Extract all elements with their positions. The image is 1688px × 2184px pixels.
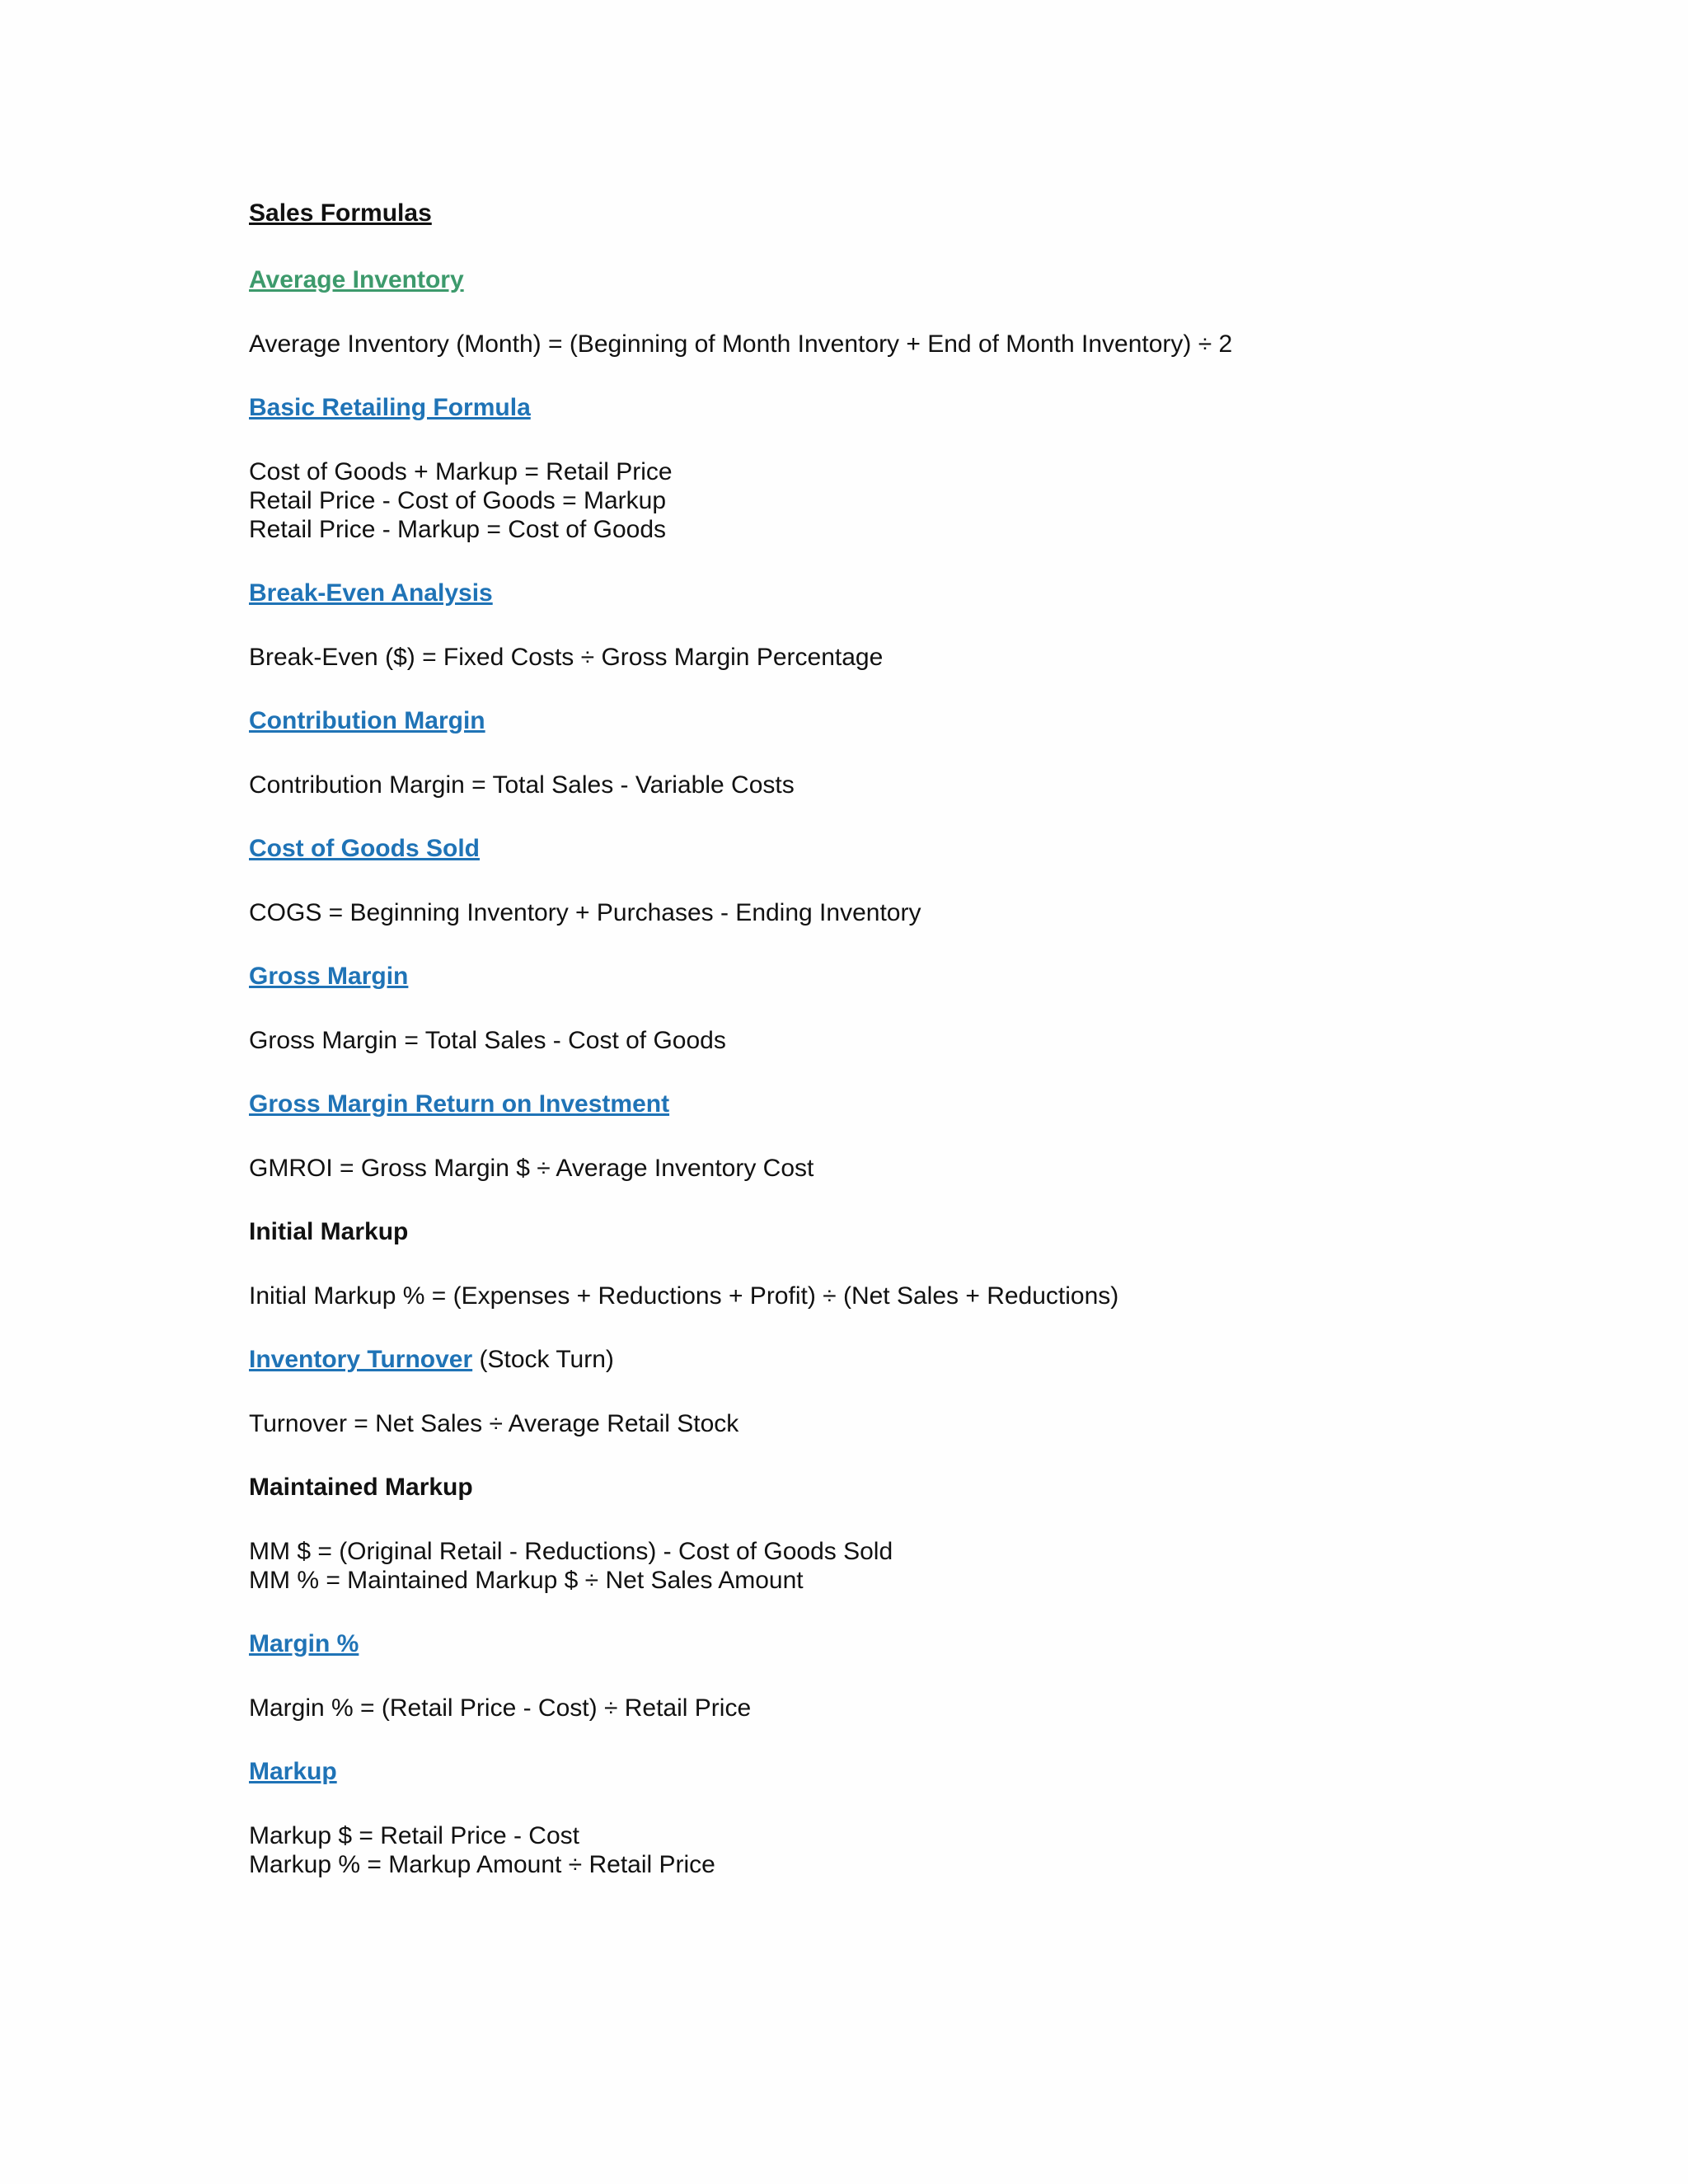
section-heading bbox=[249, 832, 1568, 866]
document-body bbox=[249, 196, 1568, 1911]
section-heading bbox=[249, 1470, 1568, 1505]
formula-line: MM % = Maintained Markup $ ÷ Net Sales Amount bbox=[249, 1567, 804, 1594]
section-maintained-markup bbox=[249, 1470, 1568, 1595]
heading-link-break-even-analysis[interactable]: Break-Even Analysis bbox=[249, 579, 493, 607]
section-initial-markup bbox=[249, 1215, 1568, 1310]
formula-line: GMROI = Gross Margin $ ÷ Average Inventory Cost bbox=[249, 1155, 814, 1182]
section-basic-retailing-formula bbox=[249, 391, 1568, 544]
heading-link-markup[interactable]: Markup bbox=[249, 1758, 337, 1785]
section-cost-of-goods-sold bbox=[249, 832, 1568, 927]
section-heading bbox=[249, 263, 1568, 298]
heading-suffix: (Stock Turn) bbox=[472, 1346, 614, 1373]
formula-line: Retail Price - Markup = Cost of Goods bbox=[249, 516, 667, 543]
section-gmroi bbox=[249, 1087, 1568, 1183]
formula-line: Markup % = Markup Amount ÷ Retail Price bbox=[249, 1851, 715, 1878]
heading-link-average-inventory[interactable]: Average Inventory bbox=[249, 266, 464, 293]
formula-line: Average Inventory (Month) = (Beginning of Month Inventory + End of Month Inventory) ÷ 2 bbox=[249, 330, 1233, 358]
section-heading bbox=[249, 391, 1568, 425]
heading-link-inventory-turnover[interactable]: Inventory Turnover bbox=[249, 1346, 473, 1373]
heading-text-initial-markup: Initial Markup bbox=[249, 1218, 409, 1245]
heading-link-gross-margin[interactable]: Gross Margin bbox=[249, 963, 409, 990]
heading-link-cost-of-goods-sold[interactable]: Cost of Goods Sold bbox=[249, 835, 480, 862]
heading-text-maintained-markup: Maintained Markup bbox=[249, 1474, 473, 1501]
section-heading bbox=[249, 959, 1568, 994]
formula-line: Cost of Goods + Markup = Retail Price bbox=[249, 458, 673, 485]
section-heading bbox=[249, 704, 1568, 738]
section-heading bbox=[249, 1343, 1568, 1377]
formula-line: Markup $ = Retail Price - Cost bbox=[249, 1822, 579, 1849]
formula-line: Contribution Margin = Total Sales - Variable Costs bbox=[249, 771, 795, 799]
heading-link-basic-retailing-formula[interactable]: Basic Retailing Formula bbox=[249, 394, 531, 421]
section-average-inventory bbox=[249, 263, 1568, 359]
formula-line: Break-Even ($) = Fixed Costs ÷ Gross Margin Percentage bbox=[249, 644, 884, 671]
heading-link-margin-percent[interactable]: Margin % bbox=[249, 1630, 359, 1657]
section-heading bbox=[249, 1215, 1568, 1249]
section-heading bbox=[249, 576, 1568, 611]
heading-link-gmroi[interactable]: Gross Margin Return on Investment bbox=[249, 1090, 670, 1118]
section-break-even-analysis bbox=[249, 576, 1568, 672]
section-inventory-turnover bbox=[249, 1343, 1568, 1438]
section-gross-margin bbox=[249, 959, 1568, 1055]
section-markup bbox=[249, 1755, 1568, 1879]
formula-line: MM $ = (Original Retail - Reductions) - Cost of Goods Sold bbox=[249, 1538, 893, 1565]
section-contribution-margin bbox=[249, 704, 1568, 799]
formula-line: COGS = Beginning Inventory + Purchases - Ending Inventory bbox=[249, 899, 921, 926]
section-heading bbox=[249, 1087, 1568, 1122]
formula-line: Initial Markup % = (Expenses + Reductions + Profit) ÷ (Net Sales + Reductions) bbox=[249, 1282, 1119, 1310]
page-title: Sales Formulas bbox=[249, 199, 432, 227]
section-heading bbox=[249, 1755, 1568, 1789]
formula-line: Gross Margin = Total Sales - Cost of Goods bbox=[249, 1027, 726, 1054]
heading-link-contribution-margin[interactable]: Contribution Margin bbox=[249, 707, 485, 734]
formula-line: Retail Price - Cost of Goods = Markup bbox=[249, 487, 667, 514]
formula-line: Margin % = (Retail Price - Cost) ÷ Retail Price bbox=[249, 1694, 752, 1722]
formula-line: Turnover = Net Sales ÷ Average Retail Stock bbox=[249, 1410, 739, 1437]
section-heading bbox=[249, 1627, 1568, 1661]
section-margin-percent bbox=[249, 1627, 1568, 1722]
